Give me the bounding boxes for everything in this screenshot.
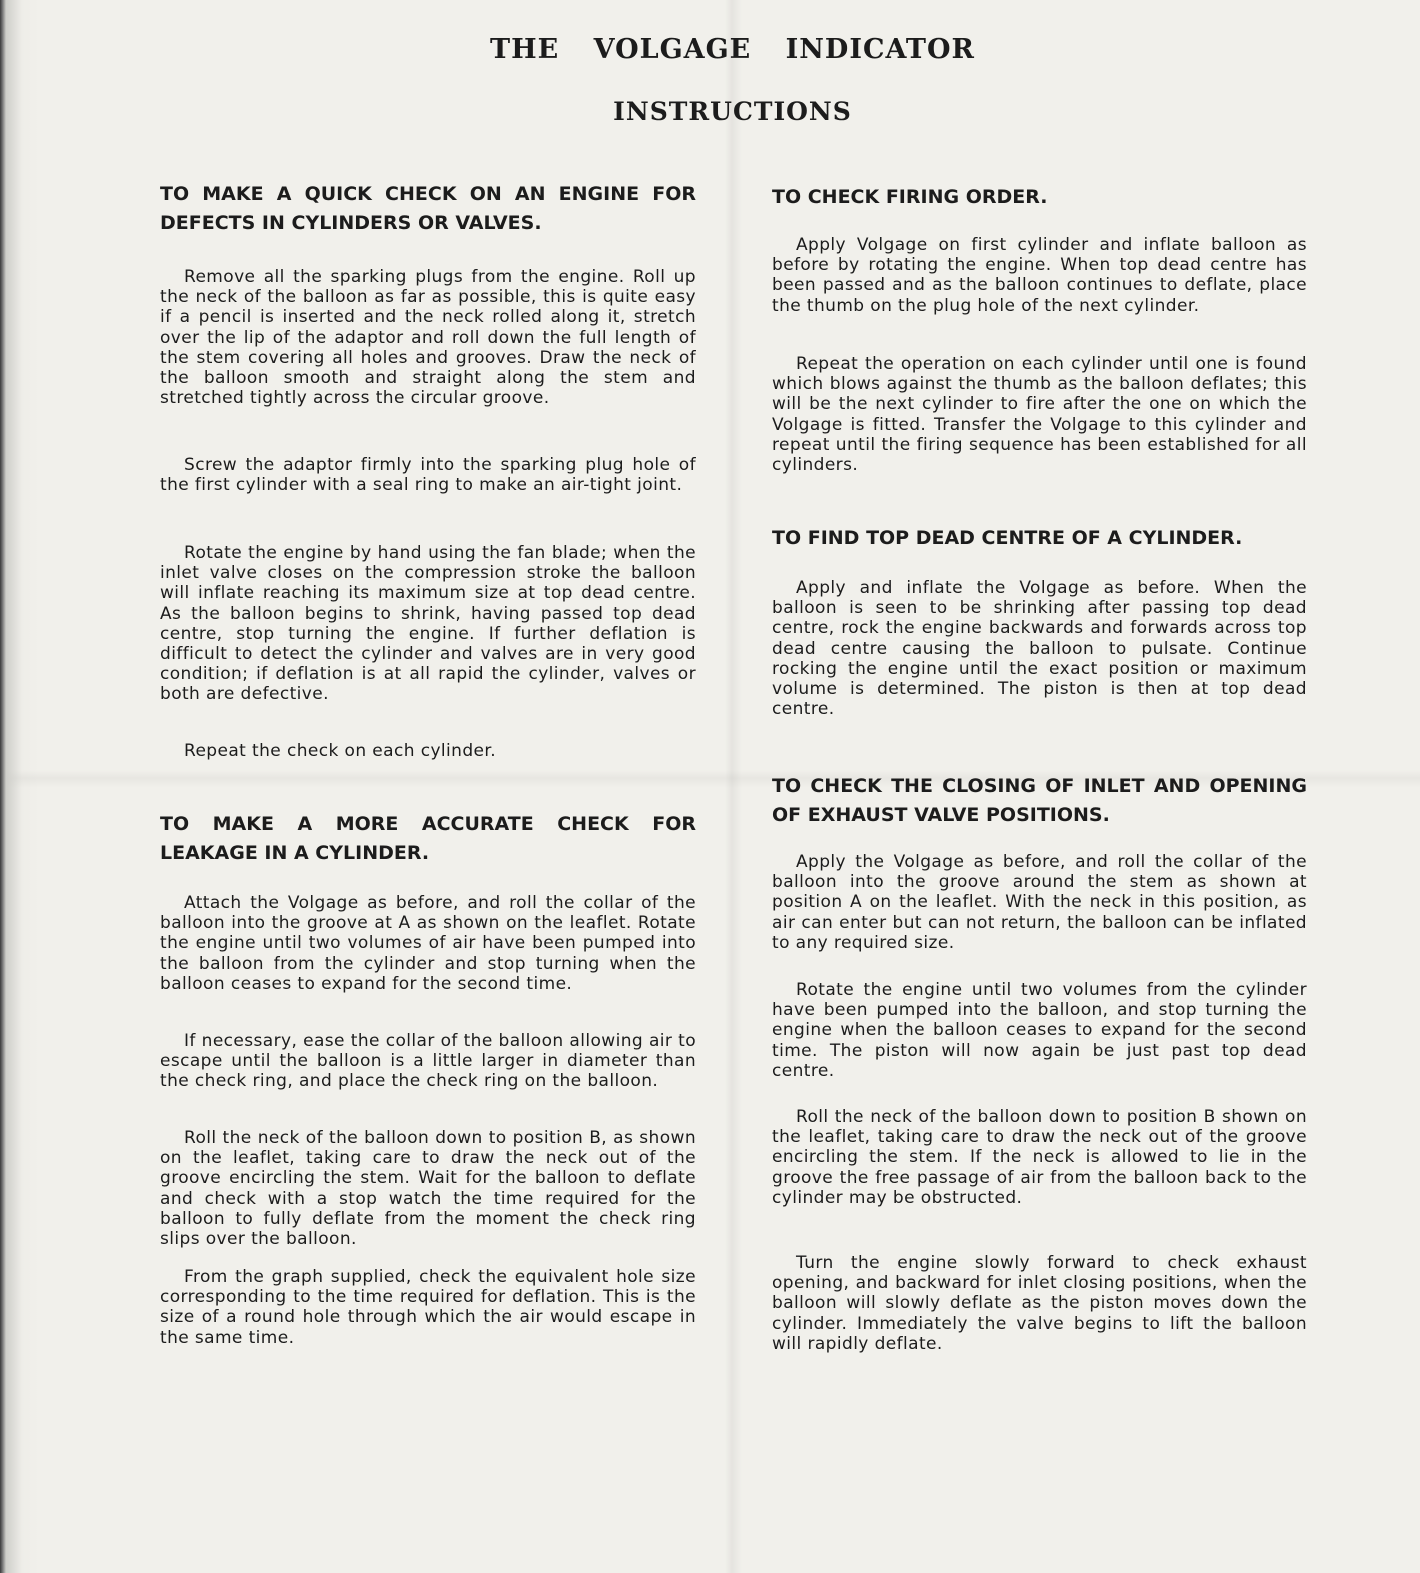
valve-positions-paragraph-3: Roll the neck of the balloon down to position B shown on the leaflet, taking care to draw the neck out of the groove encircling the stem. If the neck is allowed to lie in the groove the free passage of air from the balloon back to the cylinder may be obstructed. [772, 1107, 1307, 1208]
top-dead-centre-paragraph-1: Apply and inflate the Volgage as before. When the balloon is seen to be shrinking after passing top dead centre, rock the engine backwards and forwards across top dead centre causing the balloon to pulsate. Continue rocking the engine until the exact position or maximum volume is determined. The piston is then at top dead centre. [772, 578, 1307, 720]
valve-positions-paragraph-2: Rotate the engine until two volumes from the cylinder have been pumped into the balloon, and stop turning the engine when the balloon ceases to expand for the second time. The piston will now again be just past top dead centre. [772, 980, 1307, 1081]
section-heading-accurate-check: TO MAKE A MORE ACCURATE CHECK FOR LEAKAGE IN A CYLINDER. [160, 813, 696, 864]
section-heading-valve-positions: TO CHECK THE CLOSING OF INLET AND OPENING OF EXHAUST VALVE POSITIONS. [772, 775, 1307, 826]
accurate-check-paragraph-3: Roll the neck of the balloon down to position B, as shown on the leaflet, taking care to draw the neck out of the groove encircling the stem. Wait for the balloon to deflate and check with a stop watch the time required for the balloon to fully deflate from the moment the check ring slips over the balloon. [160, 1128, 696, 1250]
valve-positions-paragraph-1: Apply the Volgage as before, and roll the collar of the balloon into the groove around the stem as shown at position A on the leaflet. With the neck in this position, as air can enter but can not return, the balloon can be inflated to any required size. [772, 852, 1307, 953]
quick-check-paragraph-4: Repeat the check on each cylinder. [184, 741, 497, 761]
quick-check-paragraph-3: Rotate the engine by hand using the fan blade; when the inlet valve closes on the compression stroke the balloon will inflate reaching its maximum size at top dead centre. As the balloon begins to shrink, having passed top dead centre, stop turning the engine. If further deflation is difficult to detect the cylinder and valves are in very good condition; if deflation is at all rapid the cylinder, valves or both are defective. [160, 543, 696, 705]
section-heading-firing-order: TO CHECK FIRING ORDER. [772, 186, 1048, 208]
quick-check-paragraph-2: Screw the adaptor firmly into the sparking plug hole of the first cylinder with a seal ring to make an air-tight joint. [160, 455, 696, 496]
accurate-check-paragraph-4: From the graph supplied, check the equivalent hole size corresponding to the time required for deflation. This is the size of a round hole through which the air would escape in the same time. [160, 1267, 696, 1348]
document-title: THE VOLGAGE INDICATOR [490, 34, 975, 65]
firing-order-paragraph-2: Repeat the operation on each cylinder until one is found which blows against the thumb as the balloon deflates; this will be the next cylinder to fire after the one on which the Volgage is fitted. Transfer the Volgage to this cylinder and repeat until the firing sequence has been established for all cylinders. [772, 354, 1307, 476]
quick-check-paragraph-1: Remove all the sparking plugs from the engine. Roll up the neck of the balloon as far as possible, this is quite easy if a pencil is inserted and the neck rolled along it, stretch over the lip of the adaptor and roll down the full length of the stem covering all holes and grooves. Draw the neck of the balloon smooth and straight along the stem and stretched tightly across the circular groove. [160, 267, 696, 409]
valve-positions-paragraph-4: Turn the engine slowly forward to check exhaust opening, and backward for inlet closing positions, when the balloon will slowly deflate as the piston moves down the cylinder. Immediately the valve begins to lift the balloon will rapidly deflate. [772, 1253, 1307, 1354]
section-heading-quick-check: TO MAKE A QUICK CHECK ON AN ENGINE FOR DEFECTS IN CYLINDERS OR VALVES. [160, 183, 696, 234]
document-subtitle: INSTRUCTIONS [613, 97, 852, 126]
accurate-check-paragraph-1: Attach the Volgage as before, and roll the collar of the balloon into the groove at A as shown on the leaflet. Rotate the engine until two volumes of air have been pumped into the balloon from the cylinder and stop turning when the balloon ceases to expand for the second time. [160, 893, 696, 994]
accurate-check-paragraph-2: If necessary, ease the collar of the balloon allowing air to escape until the balloon is a little larger in diameter than the check ring, and place the check ring on the balloon. [160, 1031, 696, 1092]
firing-order-paragraph-1: Apply Volgage on first cylinder and inflate balloon as before by rotating the engine. When top dead centre has been passed and as the balloon continues to deflate, place the thumb on the plug hole of the next cylinder. [772, 235, 1307, 316]
section-heading-top-dead-centre: TO FIND TOP DEAD CENTRE OF A CYLINDER. [772, 527, 1243, 549]
page-binding-edge [0, 0, 22, 1573]
